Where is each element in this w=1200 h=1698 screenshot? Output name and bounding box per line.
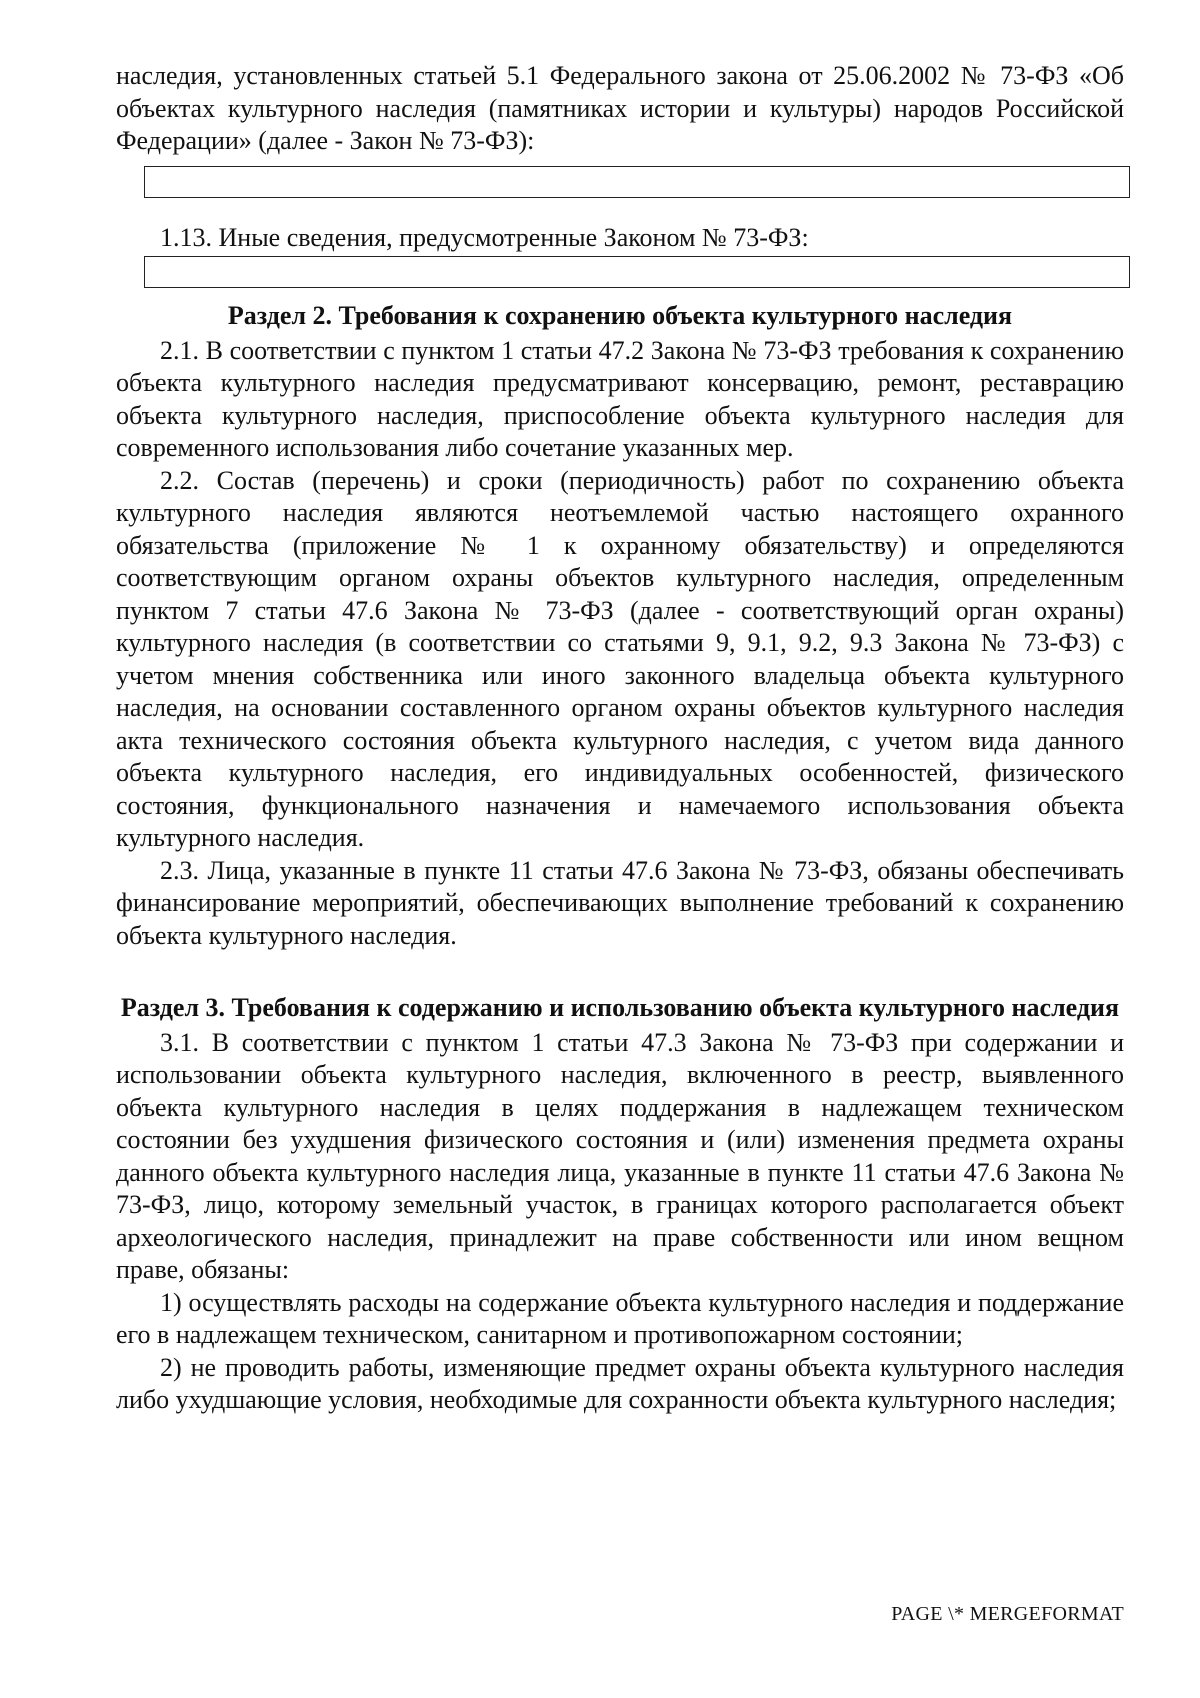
section-2-heading: Раздел 2. Требования к сохранению объекта культурного наследия xyxy=(227,301,1013,330)
section-3-item-2: 2) не проводить работы, изменяющие предмет охраны объекта культурного наследия либо ухудшающие условия, необходимые для сохранности объекта культурного наследия; xyxy=(116,1352,1124,1414)
other-info-field-1[interactable] xyxy=(144,166,1130,198)
section-2-paragraph-2: 2.2. Состав (перечень) и сроки (периодичность) работ по сохранению объекта культурного наследия являются неотъемлемой частью настоящего охранного обязательства (приложение № 1 к охранному обязательству) и определяются соответствующим органом охраны объектов культурного наследия, определенным пунктом 7 статьи 47.6 Закона № 73-ФЗ (далее - соответствующий орган охраны) культурного наследия (в соответствии со статьями 9, 9.1, 9.2, 9.3 Закона № 73-ФЗ) с учетом мнения собственника или иного законного владельца объекта культурного наследия, на основании составленного органом охраны объектов культурного наследия акта технического состояния объекта культурного наследия, с учетом вида данного объекта культурного наследия, его индивидуальных особенностей, физического состояния, функционального назначения и намечаемого использования объекта культурного наследия. xyxy=(116,465,1124,852)
section-2-paragraph-3: 2.3. Лица, указанные в пункте 11 статьи 47.6 Закона № 73-ФЗ, обязаны обеспечивать финансирование мероприятий, обеспечивающих выполнение требований к сохранению объекта культурного наследия. xyxy=(116,855,1124,950)
intro-paragraph: наследия, установленных статьей 5.1 Федерального закона от 25.06.2002 № 73-ФЗ «Об объектах культурного наследия (памятниках истории и культуры) народов Российской Федерации» (далее - Закон № 73-ФЗ): xyxy=(116,61,1124,155)
section-3-paragraph-1: 3.1. В соответствии с пунктом 1 статьи 47.3 Закона № 73-ФЗ при содержании и использовании объекта культурного наследия, включенного в реестр, выявленного объекта культурного наследия в целях поддержания в надлежащем техническом состоянии без ухудшения физического состояния и (или) изменения предмета охраны данного объекта культурного наследия лица, указанные в пункте 11 статьи 47.6 Закона № 73-ФЗ, лицо, которому земельный участок, в границах которого располагается объект археологического наследия, принадлежит на праве собственности или ином вещном праве, обязаны: xyxy=(116,1027,1124,1284)
document-page xyxy=(116,60,1124,1417)
other-info-field-2[interactable] xyxy=(144,256,1130,288)
item-1-13: 1.13. Иные сведения, предусмотренные Законом № 73-ФЗ: xyxy=(160,222,809,252)
section-3-heading: Раздел 3. Требования к содержанию и использованию объекта культурного наследия xyxy=(120,993,1120,1022)
section-2-paragraph-1: 2.1. В соответствии с пунктом 1 статьи 47.2 Закона № 73-ФЗ требования к сохранению объекта культурного наследия предусматривают консервацию, ремонт, реставрацию объекта культурного наследия, приспособление объекта культурного наследия для современного использования либо сочетание указанных мер. xyxy=(116,335,1124,462)
section-3-item-1: 1) осуществлять расходы на содержание объекта культурного наследия и поддержание его в надлежащем техническом, санитарном и противопожарном состоянии; xyxy=(116,1287,1124,1349)
page-footer-field: PAGE \* MERGEFORMAT xyxy=(891,1603,1124,1625)
